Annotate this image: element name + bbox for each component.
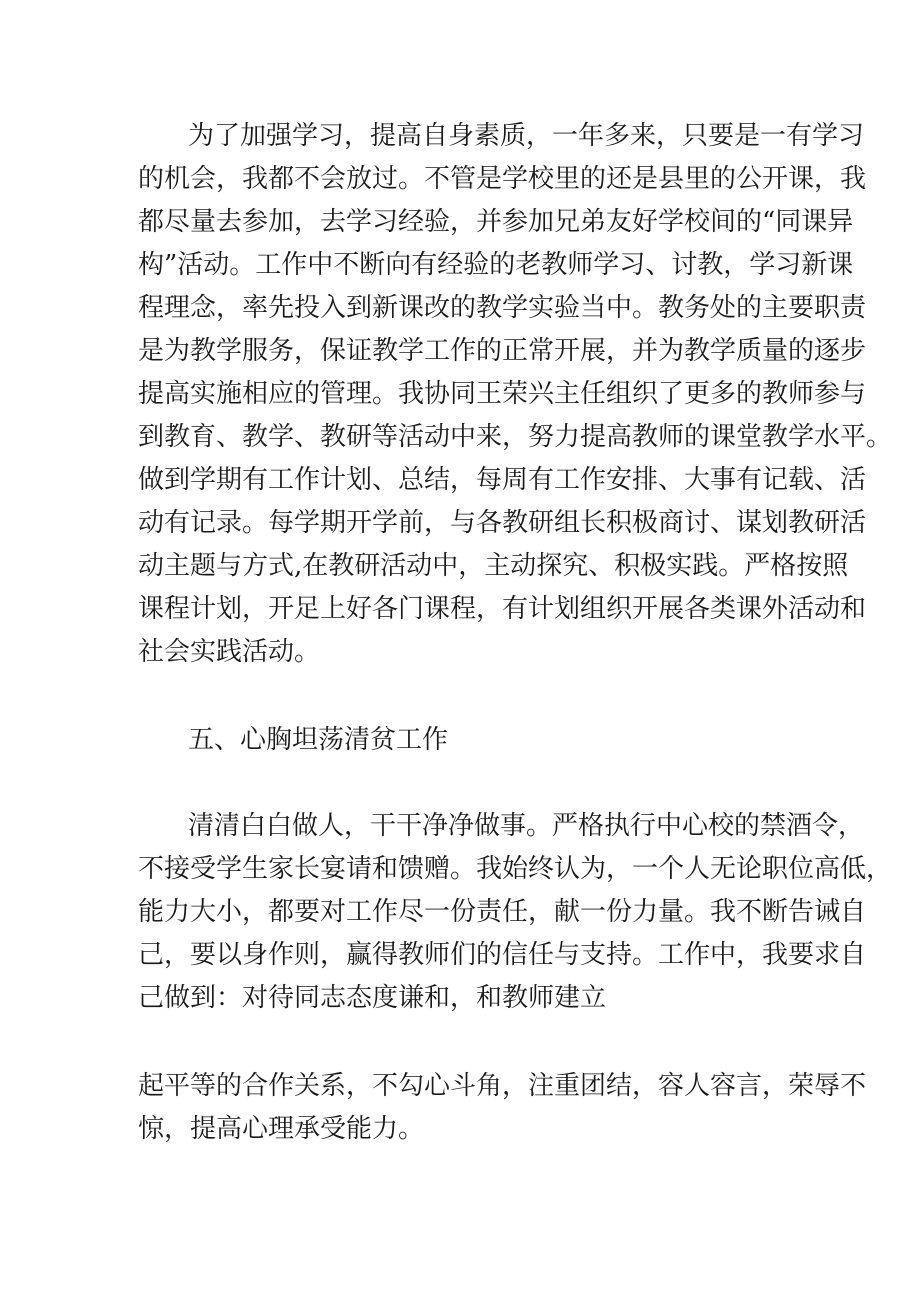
section-heading: 五、心胸坦荡清贫工作 — [188, 725, 449, 755]
text-line: 到教育、教学、教研等活动中来，努力提高教师的课堂教学水平。 — [138, 422, 893, 452]
text-line: 动主题与方式,在教研活动中，主动探究、积极实践。严格按照 — [138, 551, 849, 581]
text-line: 己，要以身作则，赢得教师们的信任与支持。工作中，我要求自 — [138, 940, 867, 970]
text-line: 能力大小，都要对工作尽一份责任，献一份力量。我不断告诫自 — [138, 897, 867, 927]
text-line: 程理念，率先投入到新课改的教学实验当中。教务处的主要职责 — [138, 293, 867, 323]
text-line: 清清白白做人，干干净净做事。严格执行中心校的禁酒令， — [188, 811, 865, 841]
text-line: 不接受学生家长宴请和馈赠。我始终认为，一个人无论职位高低， — [138, 854, 893, 884]
text-line: 己做到：对待同志态度谦和，和教师建立 — [138, 983, 607, 1013]
text-line: 起平等的合作关系，不勾心斗角，注重团结，容人容言，荣辱不 — [138, 1071, 867, 1101]
text-line: 的机会，我都不会放过。不管是学校里的还是县里的公开课，我 — [138, 164, 867, 194]
text-line: 惊，提高心理承受能力。 — [138, 1114, 425, 1144]
text-line: 为了加强学习，提高自身素质，一年多来，只要是一有学习 — [188, 121, 865, 151]
text-line: 动有记录。每学期开学前，与各教研组长积极商讨、谋划教研活 — [138, 508, 867, 538]
text-line: 构”活动。工作中不断向有经验的老教师学习、讨教，学习新课 — [138, 250, 854, 280]
text-line: 社会实践活动。 — [138, 637, 321, 667]
text-line: 课程计划，开足上好各门课程，有计划组织开展各类课外活动和 — [138, 594, 867, 624]
text-line: 都尽量去参加，去学习经验，并参加兄弟友好学校间的“同课异 — [138, 207, 854, 237]
text-line: 是为教学服务，保证教学工作的正常开展，并为教学质量的逐步 — [138, 336, 867, 366]
text-line: 提高实施相应的管理。我协同王荣兴主任组织了更多的教师参与 — [138, 379, 867, 409]
text-line: 做到学期有工作计划、总结，每周有工作安排、大事有记载、活 — [138, 465, 867, 495]
